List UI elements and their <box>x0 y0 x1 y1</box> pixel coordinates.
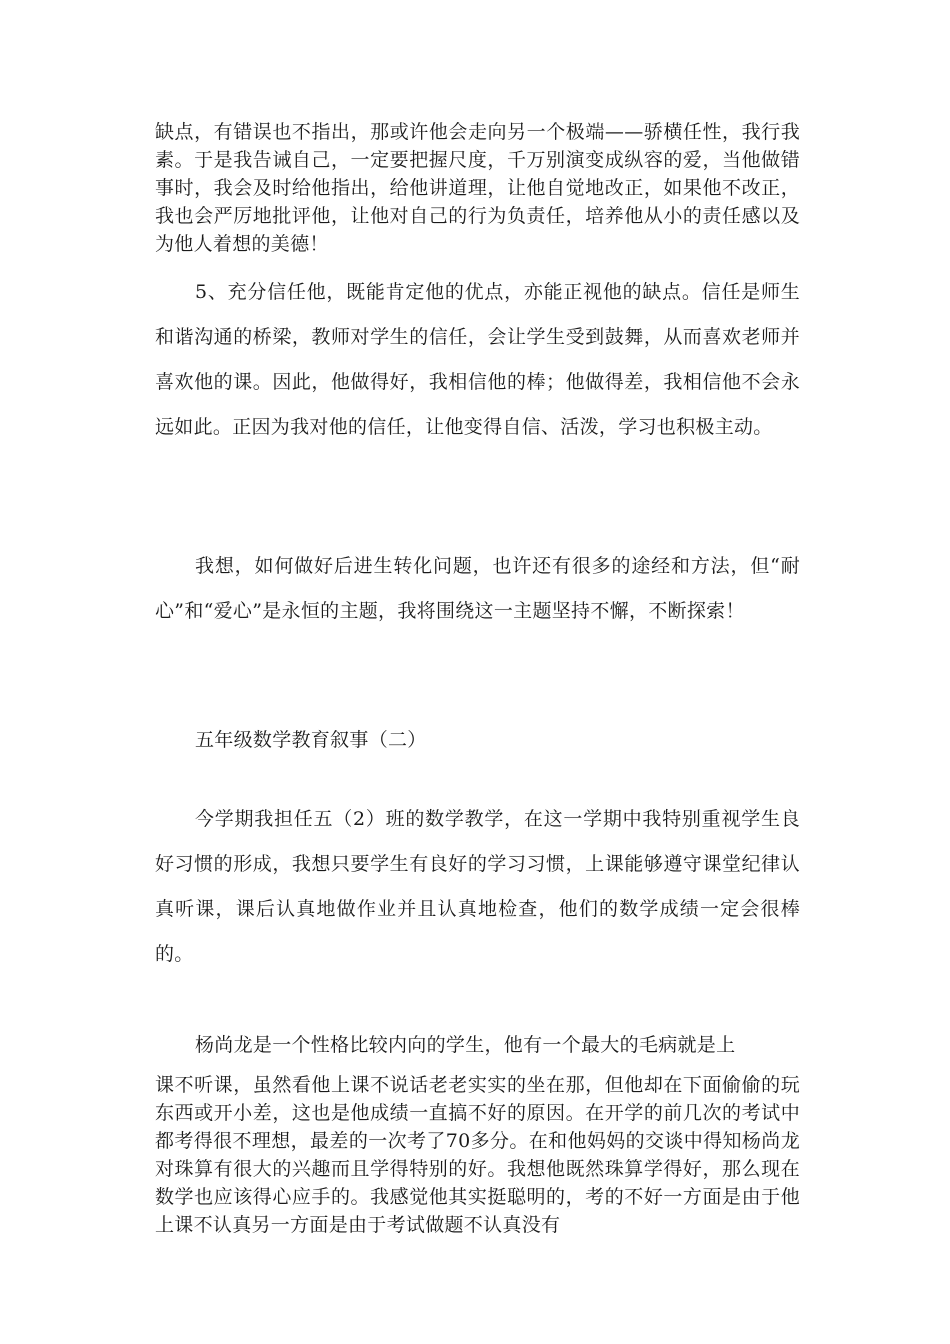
section-title: 五年级数学教育叙事（二） <box>195 729 427 751</box>
paragraph-conclusion: 我想，如何做好后进生转化问题，也许还有很多的途经和方法，但“耐心”和“爱心”是永恒的主题，我将围绕这一主题坚持不懈，不断探索！ <box>155 555 800 622</box>
paragraph-point-5: 5、充分信任他，既能肯定他的优点，亦能正视他的缺点。信任是师生和谐沟通的桥梁，教师对学生的信任，会让学生受到鼓舞，从而喜欢老师并喜欢他的课。因此，他做得好，我相信他的棒；他做得差，我相信他不会永远如此。正因为我对他的信任，让他变得自信、活泼，学习也积极主动。 <box>155 281 800 438</box>
paragraph-continuation: 缺点，有错误也不指出，那或许他会走向另一个极端——骄横任性，我行我素。于是我告诫自己，一定要把握尺度，千万别演变成纵容的爱，当他做错事时，我会及时给他指出，给他讲道理，让他自觉地改正，如果他不改正，我也会严厉地批评他，让他对自己的行为负责任，培养他从小的责任感以及为他人着想的美德！ <box>155 121 800 255</box>
paragraph-student-line: 杨尚龙是一个性格比较内向的学生，他有一个最大的毛病就是上 <box>195 1034 736 1056</box>
paragraph-student-body: 课不听课，虽然看他上课不说话老老实实的坐在那，但他却在下面偷偷的玩东西或开小差，这也是他成绩一直搞不好的原因。在开学的前几次的考试中都考得很不理想，最差的一次考了70多分。在和他妈妈的交谈中得知杨尚龙对珠算有很大的兴趣而且学得特别的好。我想他既然珠算学得好，那么现在数学也应该得心应手的。我感觉他其实挺聪明的，考的不好一方面是由于他上课不认真另一方面是由于考试做题不认真没有 <box>155 1074 800 1236</box>
paragraph-intro: 今学期我担任五（2）班的数学教学，在这一学期中我特别重视学生良好习惯的形成，我想只要学生有良好的学习习惯，上课能够遵守课堂纪律认真听课，课后认真地做作业并且认真地检查，他们的数学成绩一定会很棒的。 <box>155 808 800 965</box>
